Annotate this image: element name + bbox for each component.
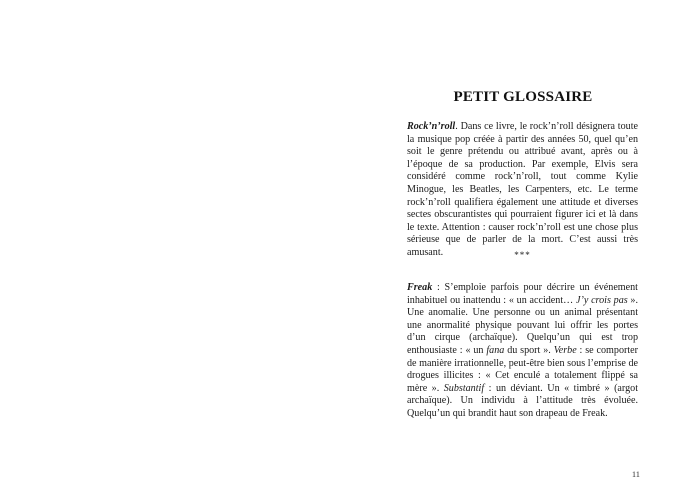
- glossary-entry-rocknroll: [407, 121, 638, 260]
- page-title: PETIT GLOSSAIRE: [453, 89, 593, 105]
- glossary-definition-text: du sport ».: [504, 344, 554, 356]
- glossary-definition: . Dans ce livre, le rock’n’roll désignera toute la musique pop créée à partir des années 50, quel qu’en soit le genre prétendu ou attribué avant, après ou à l’époque de sa production. Par exemple, Elvis sera considéré comme rock’n’roll, tout comme Kylie Minogue, les Beatles, les Carpenters, etc. Le terme rock’n’roll qualifiera également une attitude et diverses sectes obscurantistes qui pourraient figurer ici et là dans le texte. Attention : causer rock’n’roll est une chose plus sérieuse que de parler de la mort. C’est aussi très amusant.: [407, 121, 638, 258]
- glossary-term: Freak: [407, 282, 433, 293]
- page-number: 11: [631, 469, 640, 479]
- glossary-term: Rock’n’roll: [407, 121, 456, 132]
- glossary-definition-text: : se comporter de manière irrationnelle, peut-être bien sous l’emprise de drogues illicites : « Cet enculé a totalement flippé sa mère ».: [407, 344, 638, 394]
- glossary-definition-text: ». Une anomalie. Une personne ou un animal présentant une anormalité physique pouvant lui offrir les portes d’un cirque (archaïque). Quelqu’un qui est trop enthousiaste : « un: [407, 294, 638, 356]
- glossary-entry-freak: [407, 282, 638, 421]
- section-separator: ***: [514, 250, 531, 260]
- right-page: [350, 0, 700, 497]
- glossary-definition-text: : un déviant. Un « timbré » (argot archaïque). Un individu à l’attitude très évoluée. Quelqu’un qui brandit haut son drapeau de Freak.: [407, 382, 638, 419]
- glossary-definition-text: : S’emploie parfois pour décrire un événement inhabituel ou inattendu : « un accident…: [407, 282, 638, 306]
- glossary-definition-italic: Verbe: [553, 344, 577, 356]
- glossary-definition-italic: J’y crois pas: [576, 294, 628, 306]
- glossary-definition-italic: Substantif: [443, 382, 485, 394]
- glossary-definition-italic: fana: [486, 344, 505, 356]
